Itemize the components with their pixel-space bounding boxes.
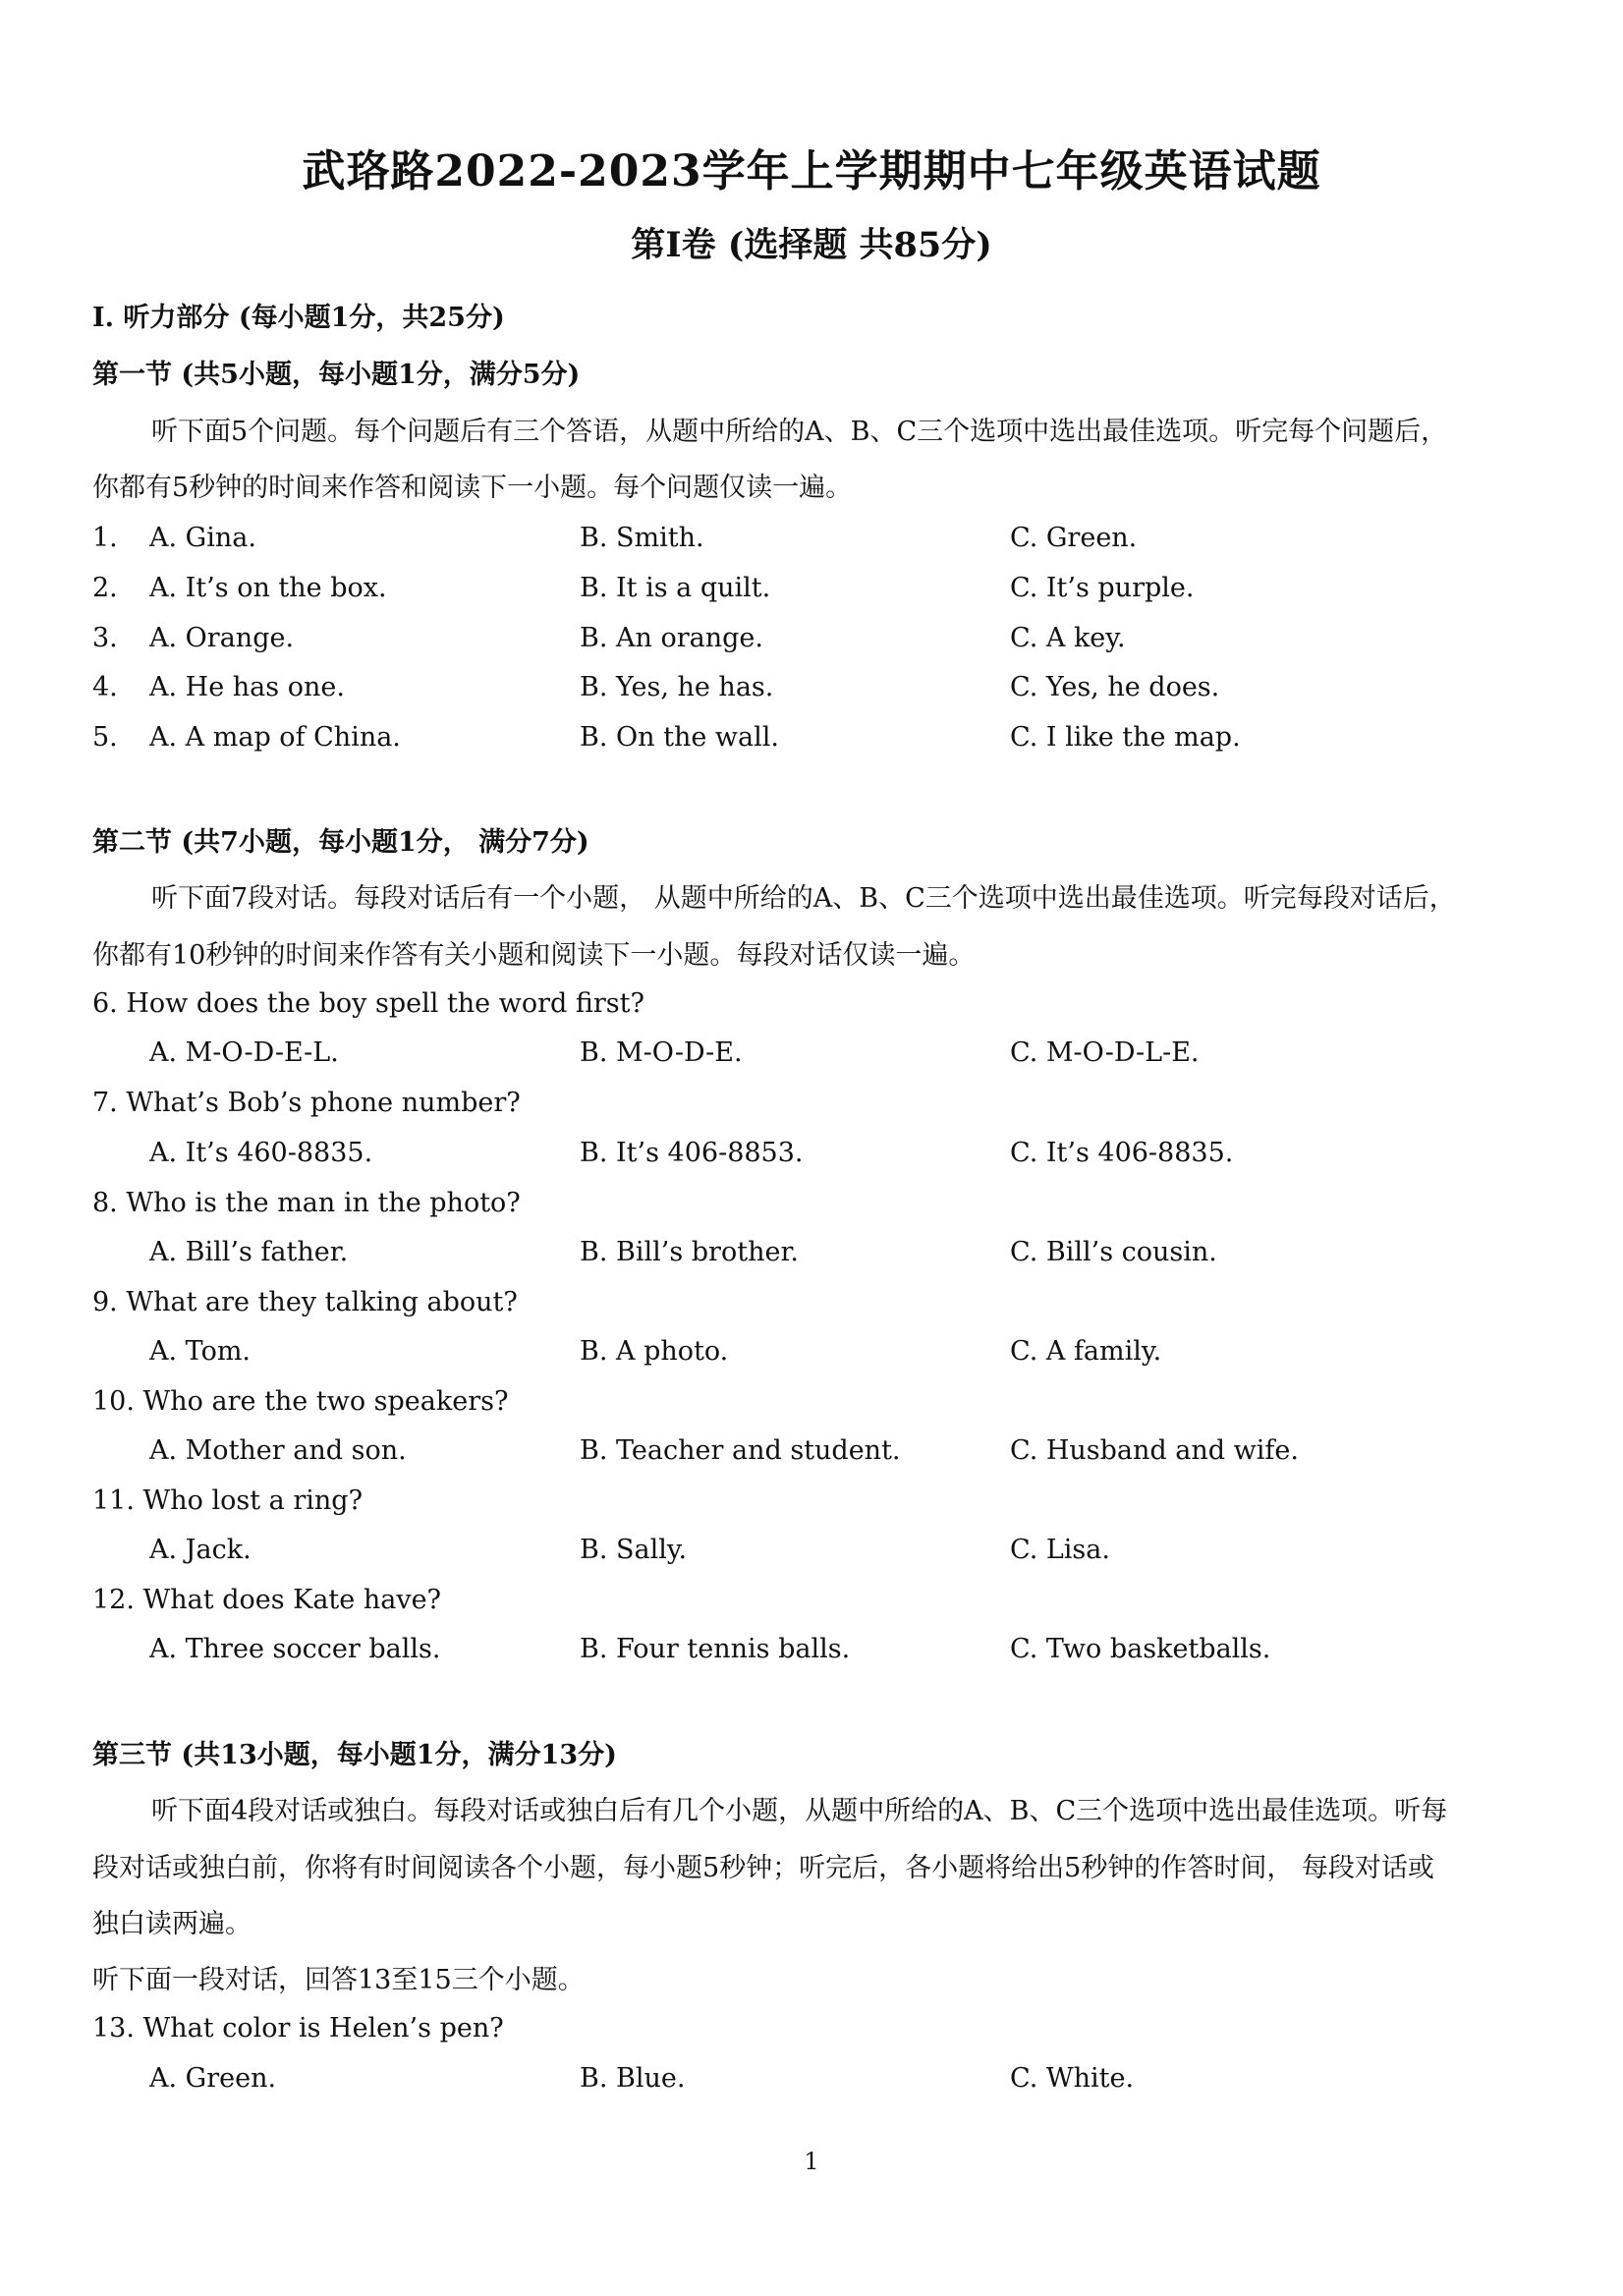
exam-subtitle: 第I卷 (选择题 共85分) xyxy=(631,225,992,265)
options-9 xyxy=(92,1336,1546,1375)
options-13 xyxy=(92,2063,1546,2102)
option-a: A. It’s 460-8835. xyxy=(149,1138,373,1168)
option-b: B. Four tennis balls. xyxy=(580,1634,851,1664)
option-a: A. A map of China. xyxy=(149,722,401,753)
question-item-3 xyxy=(92,623,1546,662)
options-11 xyxy=(92,1535,1546,1574)
question-11: 11. Who lost a ring? xyxy=(92,1485,364,1516)
options-10 xyxy=(92,1435,1546,1475)
section2-instruction-line2: 你都有10秒钟的时间来作答有关小题和阅读下一小题。每段对话仅读一遍。 xyxy=(92,940,976,971)
option-c: C. It’s 406-8835. xyxy=(1010,1138,1234,1168)
option-a: A. Three soccer balls. xyxy=(149,1634,441,1664)
option-b: B. It’s 406-8853. xyxy=(580,1138,804,1168)
options-12 xyxy=(92,1634,1546,1673)
question-8: 8. Who is the man in the photo? xyxy=(92,1188,521,1218)
option-c: C. Bill’s cousin. xyxy=(1010,1237,1217,1267)
section1-heading: 第一节 (共5小题，每小题1分，满分5分) xyxy=(92,360,581,390)
option-b: B. An orange. xyxy=(580,623,763,653)
options-8 xyxy=(92,1237,1546,1276)
question-item-2 xyxy=(92,573,1546,612)
option-c: C. M-O-D-L-E. xyxy=(1010,1037,1200,1068)
section1-instruction-line2: 你都有5秒钟的时间来作答和阅读下一小题。每个问题仅读一遍。 xyxy=(92,473,853,503)
section3-sub-instruction: 听下面一段对话，回答13至15三个小题。 xyxy=(92,1965,585,1995)
options-7 xyxy=(92,1138,1546,1177)
option-c: C. Yes, he does. xyxy=(1010,672,1220,702)
option-b: B. Blue. xyxy=(580,2063,686,2094)
option-c: C. Green. xyxy=(1010,523,1138,553)
option-a: A. Mother and son. xyxy=(149,1435,407,1466)
section3-instruction-line3: 独白读两遍。 xyxy=(92,1909,252,1939)
part1-heading: Ⅰ. 听力部分 (每小题1分，共25分) xyxy=(92,303,505,333)
question-number: 1. xyxy=(92,523,118,553)
section1-instruction-line1: 听下面5个问题。每个问题后有三个答语，从题中所给的A、B、C三个选项中选出最佳选项。听完每个问题后， xyxy=(151,417,1448,447)
question-number: 2. xyxy=(92,573,118,603)
section2-heading: 第二节 (共7小题，每小题1分， 满分7分) xyxy=(92,827,589,858)
option-c: C. It’s purple. xyxy=(1010,573,1195,603)
option-b: B. Teacher and student. xyxy=(580,1435,901,1466)
option-c: C. White. xyxy=(1010,2063,1135,2094)
section2-instruction-line1: 听下面7段对话。每段对话后有一个小题， 从题中所给的A、B、C三个选项中选出最佳选项。听完每段对话后， xyxy=(151,883,1456,914)
option-a: A. Green. xyxy=(149,2063,277,2094)
option-a: A. Orange. xyxy=(149,623,295,653)
option-b: B. Smith. xyxy=(580,523,704,553)
question-item-1 xyxy=(92,523,1546,562)
option-b: B. Sally. xyxy=(580,1535,688,1565)
section3-instruction-line2: 段对话或独白前，你将有时间阅读各个小题，每小题5秒钟；听完后，各小题将给出5秒钟的作答时间， 每段对话或 xyxy=(92,1853,1434,1883)
question-13: 13. What color is Helen’s pen? xyxy=(92,2013,504,2044)
question-item-4 xyxy=(92,672,1546,711)
option-c: C. I like the map. xyxy=(1010,722,1241,753)
option-a: A. Bill’s father. xyxy=(149,1237,349,1267)
option-b: B. It is a quilt. xyxy=(580,573,771,603)
option-a: A. Gina. xyxy=(149,523,256,553)
question-number: 4. xyxy=(92,672,118,702)
question-7: 7. What’s Bob’s phone number? xyxy=(92,1088,521,1118)
option-b: B. A photo. xyxy=(580,1336,729,1367)
question-12: 12. What does Kate have? xyxy=(92,1585,442,1615)
option-a: A. Jack. xyxy=(149,1535,252,1565)
option-a: A. It’s on the box. xyxy=(149,573,387,603)
question-10: 10. Who are the two speakers? xyxy=(92,1386,509,1417)
page-number: 1 xyxy=(804,2148,819,2175)
option-b: B. Bill’s brother. xyxy=(580,1237,799,1267)
option-b: B. On the wall. xyxy=(580,722,779,753)
option-c: C. A key. xyxy=(1010,623,1126,653)
option-b: B. Yes, he has. xyxy=(580,672,774,702)
question-9: 9. What are they talking about? xyxy=(92,1287,518,1317)
section3-heading: 第三节 (共13小题，每小题1分，满分13分) xyxy=(92,1740,617,1770)
question-6: 6. How does the boy spell the word first? xyxy=(92,988,644,1019)
exam-title: 武珞路2022-2023学年上学期期中七年级英语试题 xyxy=(302,146,1321,196)
question-number: 3. xyxy=(92,623,118,653)
option-a: A. He has one. xyxy=(149,672,345,702)
question-item-5 xyxy=(92,722,1546,761)
question-number: 5. xyxy=(92,722,118,753)
section3-instruction-line1: 听下面4段对话或独白。每段对话或独白后有几个小题，从题中所给的A、B、C三个选项中选出最佳选项。听每 xyxy=(151,1796,1448,1826)
option-c: C. A family. xyxy=(1010,1336,1162,1367)
option-c: C. Two basketballs. xyxy=(1010,1634,1271,1664)
option-c: C. Lisa. xyxy=(1010,1535,1110,1565)
options-6 xyxy=(92,1037,1546,1077)
option-a: A. M-O-D-E-L. xyxy=(149,1037,339,1068)
option-a: A. Tom. xyxy=(149,1336,252,1367)
option-b: B. M-O-D-E. xyxy=(580,1037,743,1068)
option-c: C. Husband and wife. xyxy=(1010,1435,1299,1466)
